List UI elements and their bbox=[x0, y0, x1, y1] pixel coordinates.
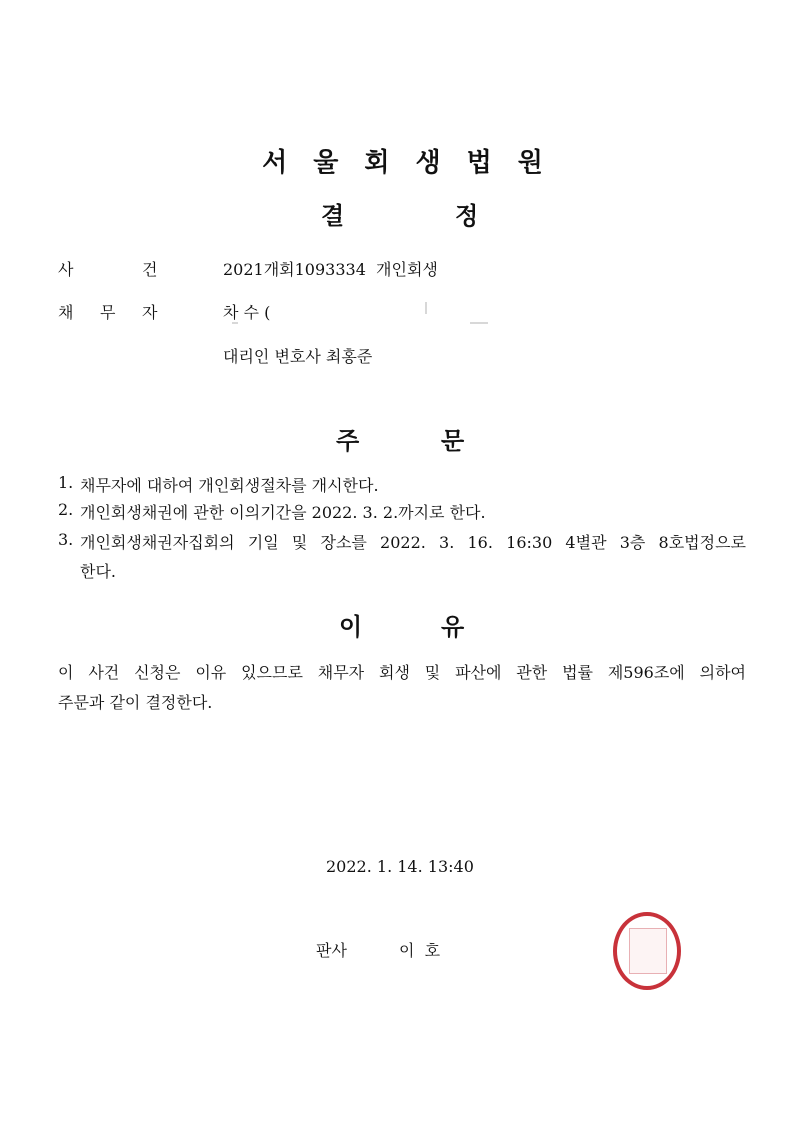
order-item-number: 1. bbox=[58, 473, 74, 492]
order-item-number: 2. bbox=[58, 500, 74, 519]
redaction-mark bbox=[470, 322, 488, 324]
doc-type-char-2: 정 bbox=[455, 201, 479, 230]
decision-date: 2022. 1. 14. 13:40 bbox=[326, 857, 474, 876]
redaction-mark bbox=[425, 302, 427, 314]
debtor-name: 차 수 ( bbox=[223, 303, 271, 322]
debtor-label-char-2: 무 bbox=[100, 303, 116, 322]
order-heading-char-1: 주 bbox=[336, 426, 360, 455]
reason-heading-char-2: 유 bbox=[441, 612, 465, 641]
case-label-char-1: 사 bbox=[58, 260, 74, 279]
debtor-label-char-3: 자 bbox=[142, 303, 158, 322]
court-seal-stamp bbox=[613, 912, 681, 990]
order-item-text: 채무자에 대하여 개인회생절차를 개시한다. bbox=[80, 476, 379, 495]
case-label-char-2: 건 bbox=[142, 260, 158, 279]
order-item-text: 개인회생채권자집회의 기일 및 장소를 2022. 3. 16. 16:30 4별관 3층 8호법정으로 bbox=[80, 533, 746, 552]
reason-line-2: 주문과 같이 결정한다. bbox=[58, 693, 213, 712]
order-item-text-continued: 한다. bbox=[80, 562, 116, 581]
debtor-label-char-1: 채 bbox=[58, 303, 74, 322]
reason-line-1: 이 사건 신청은 이유 있으므로 채무자 회생 및 파산에 관한 법률 제596조에 의하여 bbox=[58, 663, 746, 682]
judge-title: 판사 bbox=[316, 941, 347, 960]
seal-redacted-center bbox=[629, 928, 667, 974]
court-name-title: 서울회생법원 bbox=[262, 148, 569, 178]
reason-heading-char-1: 이 bbox=[339, 612, 363, 641]
case-number: 2021개회1093334 개인회생 bbox=[223, 260, 438, 279]
attorney-agent: 대리인 변호사 최홍준 bbox=[223, 347, 373, 366]
judge-name: 이 호 bbox=[399, 941, 441, 960]
redaction-mark bbox=[232, 322, 238, 324]
order-item-text: 개인회생채권에 관한 이의기간을 2022. 3. 2.까지로 한다. bbox=[80, 503, 486, 522]
doc-type-char-1: 결 bbox=[321, 201, 345, 230]
order-heading-char-2: 문 bbox=[441, 426, 465, 455]
order-item-number: 3. bbox=[58, 530, 74, 549]
